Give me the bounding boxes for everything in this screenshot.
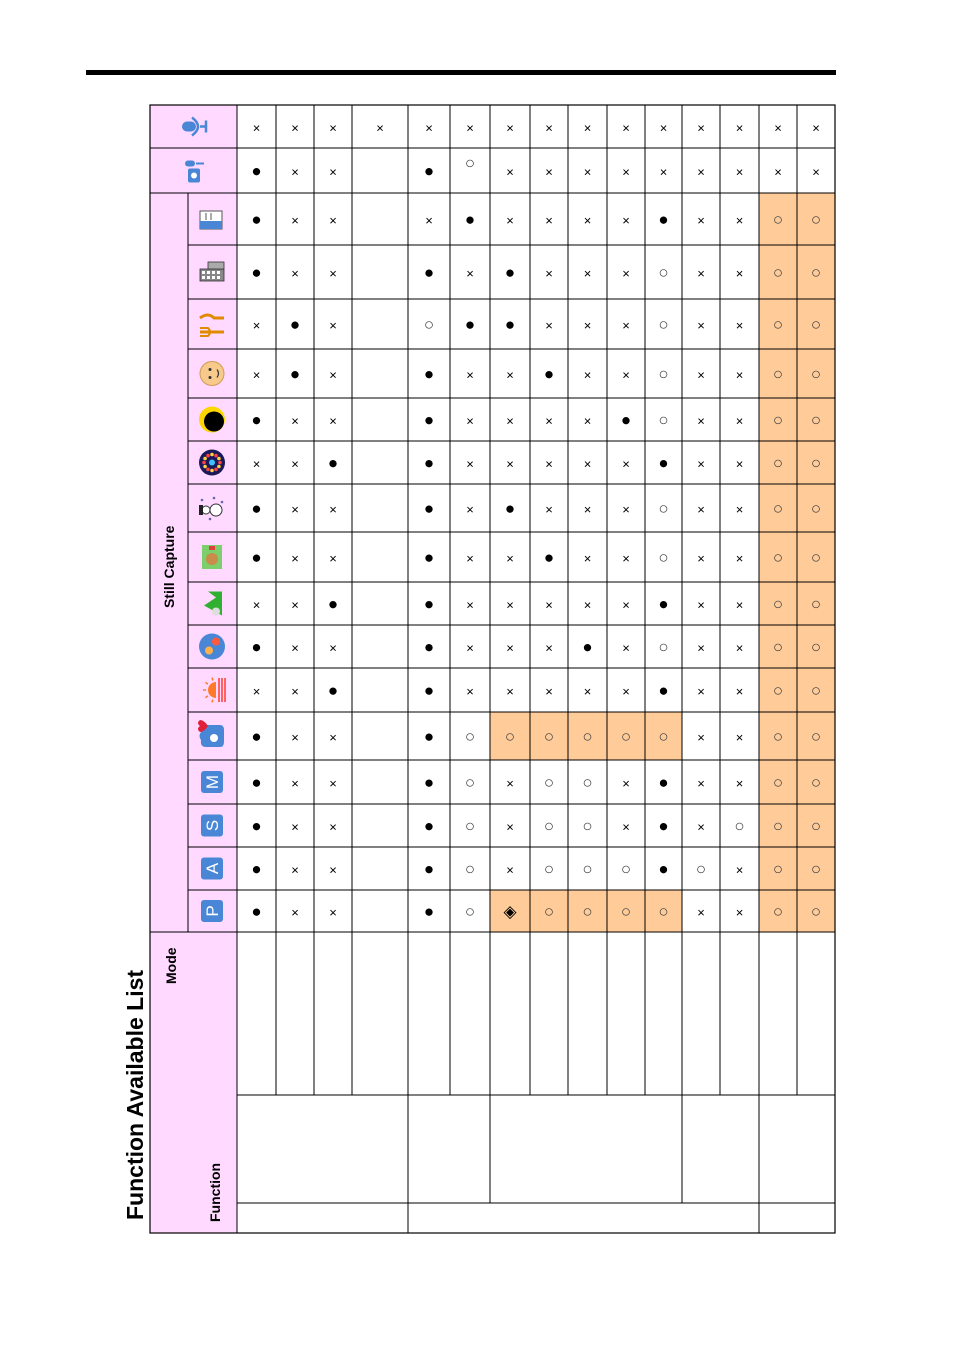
cell-circle-symbol: ○ xyxy=(658,263,669,282)
cell-x-symbol: × xyxy=(291,730,299,745)
cell-dot-symbol: ● xyxy=(327,453,339,473)
document-text-scene-icon xyxy=(200,211,222,229)
cell-x-symbol: × xyxy=(735,730,744,745)
cell-circle-symbol: ○ xyxy=(810,859,822,879)
cell-x-symbol: × xyxy=(506,456,514,472)
cell-dot-symbol: ● xyxy=(658,859,669,879)
mode-letter: S xyxy=(203,819,222,832)
cell-circle-symbol: ○ xyxy=(734,816,745,836)
cell-circle-symbol: ○ xyxy=(772,263,784,282)
cell-circle-symbol: ○ xyxy=(810,499,822,518)
cell-circle-symbol: ○ xyxy=(464,816,476,836)
cell-dot-symbol: ● xyxy=(543,364,555,384)
cell-x-symbol: × xyxy=(506,819,514,835)
cell-circle-symbol: ○ xyxy=(810,364,822,384)
cell-x-symbol: × xyxy=(583,213,592,228)
cell-x-symbol: × xyxy=(506,597,514,613)
cell-x-symbol: × xyxy=(659,164,668,180)
s-mode-icon xyxy=(201,815,223,837)
cell-dot-symbol: ● xyxy=(658,816,669,836)
cell-x-symbol: × xyxy=(697,819,705,835)
cell-x-symbol: × xyxy=(329,640,337,656)
cell-x-symbol: × xyxy=(466,120,474,136)
cell-diamond-symbol: ◈ xyxy=(503,902,517,921)
cell-x-symbol: × xyxy=(697,905,705,920)
cell-x-symbol: × xyxy=(583,684,592,699)
cell-x-symbol: × xyxy=(545,413,553,429)
cell-x-symbol: × xyxy=(466,413,474,429)
cell-dot-symbol: ● xyxy=(423,410,435,430)
cell-x-symbol: × xyxy=(291,905,299,920)
cell-x-symbol: × xyxy=(583,551,592,566)
cell-x-symbol: × xyxy=(697,367,705,383)
cell-circle-symbol: ○ xyxy=(543,902,555,921)
cell-x-symbol: × xyxy=(622,551,630,566)
cell-circle-symbol: ○ xyxy=(810,315,822,334)
cell-x-symbol: × xyxy=(583,456,592,472)
header-column-bg xyxy=(150,105,237,932)
cell-circle-symbol: ○ xyxy=(772,816,784,836)
cell-dot-symbol: ● xyxy=(251,548,262,567)
cell-dot-symbol: ● xyxy=(504,499,516,518)
cell-circle-symbol: ○ xyxy=(810,681,822,700)
cell-x-symbol: × xyxy=(545,684,553,699)
cell-dot-symbol: ● xyxy=(658,681,669,700)
cell-x-symbol: × xyxy=(291,551,299,566)
cell-x-symbol: × xyxy=(735,684,744,699)
cell-x-symbol: × xyxy=(466,640,474,656)
mode-letter: A xyxy=(203,862,222,875)
cell-circle-symbol: ○ xyxy=(810,727,822,746)
cell-dot-symbol: ● xyxy=(423,548,435,567)
cell-x-symbol: × xyxy=(583,164,592,180)
cell-dot-symbol: ● xyxy=(423,902,435,921)
cell-x-symbol: × xyxy=(506,164,514,180)
cell-x-symbol: × xyxy=(735,502,744,517)
cell-x-symbol: × xyxy=(545,213,553,228)
cell-x-symbol: × xyxy=(697,597,705,613)
cell-dot-symbol: ● xyxy=(251,210,262,229)
cell-x-symbol: × xyxy=(506,413,514,429)
cell-x-symbol: × xyxy=(545,120,553,136)
cell-dot-symbol: ● xyxy=(423,859,435,879)
cell-circle-symbol: ○ xyxy=(772,210,784,229)
cell-x-symbol: × xyxy=(252,684,261,699)
cell-x-symbol: × xyxy=(506,213,514,228)
cell-x-symbol: × xyxy=(622,456,630,472)
cell-x-symbol: × xyxy=(466,367,474,383)
cell-x-symbol: × xyxy=(329,730,337,745)
cell-circle-symbol: ○ xyxy=(658,410,669,430)
cell-x-symbol: × xyxy=(506,684,514,699)
cell-x-symbol: × xyxy=(291,164,299,180)
cell-x-symbol: × xyxy=(735,120,744,136)
cell-x-symbol: × xyxy=(697,456,705,472)
cell-circle-symbol: ○ xyxy=(658,637,669,657)
cell-circle-symbol: ○ xyxy=(810,548,822,567)
cell-x-symbol: × xyxy=(291,213,299,228)
cell-x-symbol: × xyxy=(735,597,744,613)
cell-x-symbol: × xyxy=(466,266,474,281)
cell-x-symbol: × xyxy=(583,597,592,613)
cell-x-symbol: × xyxy=(735,164,744,180)
cell-circle-symbol: ○ xyxy=(658,902,669,921)
cell-x-symbol: × xyxy=(622,819,630,835)
cell-dot-symbol: ● xyxy=(423,499,435,518)
cell-circle-symbol: ○ xyxy=(810,594,822,614)
cell-x-symbol: × xyxy=(622,640,630,656)
m-mode-icon xyxy=(201,771,223,793)
cell-x-symbol: × xyxy=(291,862,299,878)
cell-x-symbol: × xyxy=(812,164,820,180)
cell-x-symbol: × xyxy=(506,120,514,136)
cell-x-symbol: × xyxy=(329,776,337,791)
cell-x-symbol: × xyxy=(506,640,514,656)
cell-x-symbol: × xyxy=(735,213,744,228)
cell-circle-symbol: ○ xyxy=(464,773,476,792)
cell-x-symbol: × xyxy=(622,776,630,791)
cell-dot-symbol: ● xyxy=(464,210,476,229)
cell-x-symbol: × xyxy=(622,318,630,333)
cell-x-symbol: × xyxy=(545,164,553,180)
cell-circle-symbol: ○ xyxy=(810,263,822,282)
cell-x-symbol: × xyxy=(425,213,433,228)
cell-circle-symbol: ○ xyxy=(772,499,784,518)
cell-x-symbol: × xyxy=(735,862,744,878)
cell-circle-symbol: ○ xyxy=(582,816,593,836)
cell-x-symbol: × xyxy=(506,776,514,791)
cell-x-symbol: × xyxy=(735,776,744,791)
cell-x-symbol: × xyxy=(291,456,299,472)
cell-circle-symbol: ○ xyxy=(582,773,593,792)
cell-dot-symbol: ● xyxy=(423,364,435,384)
cell-x-symbol: × xyxy=(697,213,705,228)
cell-x-symbol: × xyxy=(329,551,337,566)
cell-x-symbol: × xyxy=(622,684,630,699)
cell-x-symbol: × xyxy=(506,551,514,566)
page-title: Function Available List xyxy=(122,969,148,1220)
cell-x-symbol: × xyxy=(697,318,705,333)
cell-dot-symbol: ● xyxy=(423,161,435,181)
cell-circle-symbol: ○ xyxy=(772,410,784,430)
cell-dot-symbol: ● xyxy=(251,410,262,430)
cell-x-symbol: × xyxy=(622,597,630,613)
cell-circle-symbol: ○ xyxy=(504,727,516,746)
cell-circle-symbol: ○ xyxy=(772,637,784,657)
cell-circle-symbol: ○ xyxy=(772,902,784,921)
cell-circle-symbol: ○ xyxy=(658,727,669,746)
cell-x-symbol: × xyxy=(425,120,433,136)
cell-circle-symbol: ○ xyxy=(772,859,784,879)
cell-x-symbol: × xyxy=(329,905,337,920)
cell-x-symbol: × xyxy=(583,502,592,517)
mode-letter: M xyxy=(203,774,222,790)
cell-x-symbol: × xyxy=(622,164,630,180)
cell-x-symbol: × xyxy=(291,413,299,429)
cell-x-symbol: × xyxy=(506,367,514,383)
night-moon-scene-icon xyxy=(199,407,225,433)
cell-x-symbol: × xyxy=(545,640,553,656)
cell-dot-symbol: ● xyxy=(423,594,435,614)
cell-x-symbol: × xyxy=(583,367,592,383)
cell-x-symbol: × xyxy=(583,318,592,333)
cell-x-symbol: × xyxy=(329,413,337,429)
cell-circle-symbol: ○ xyxy=(658,315,669,334)
cell-x-symbol: × xyxy=(252,597,261,613)
cell-x-symbol: × xyxy=(774,120,782,136)
cell-x-symbol: × xyxy=(466,551,474,566)
cell-circle-symbol: ○ xyxy=(543,727,555,746)
cell-dot-symbol: ● xyxy=(423,816,435,836)
baby-scene-icon xyxy=(200,362,224,386)
portrait-scene-icon xyxy=(202,545,222,569)
cell-x-symbol: × xyxy=(697,266,705,281)
cell-circle-symbol: ○ xyxy=(810,902,822,921)
cell-circle-symbol: ○ xyxy=(543,859,555,879)
cell-x-symbol: × xyxy=(735,367,744,383)
cell-circle-symbol: ○ xyxy=(772,364,784,384)
mode-header: Mode xyxy=(163,947,179,984)
cell-dot-symbol: ● xyxy=(251,859,262,879)
cell-x-symbol: × xyxy=(466,502,474,517)
cell-x-symbol: × xyxy=(545,597,553,613)
cell-x-symbol: × xyxy=(291,819,299,835)
cell-circle-symbol: ○ xyxy=(658,499,669,518)
cell-dot-symbol: ● xyxy=(251,727,262,746)
cell-circle-symbol: ○ xyxy=(810,210,822,229)
cell-circle-symbol: ○ xyxy=(464,727,476,746)
cell-dot-symbol: ● xyxy=(504,315,516,334)
cell-circle-symbol: ○ xyxy=(772,594,784,614)
cell-circle-symbol: ○ xyxy=(772,315,784,334)
cell-x-symbol: × xyxy=(622,120,630,136)
cell-x-symbol: × xyxy=(735,905,744,920)
cell-circle-symbol: ○ xyxy=(810,637,822,657)
cell-x-symbol: × xyxy=(329,819,337,835)
cell-x-symbol: × xyxy=(252,318,261,333)
cell-x-symbol: × xyxy=(659,120,668,136)
cell-dot-symbol: ● xyxy=(289,364,301,384)
cell-x-symbol: × xyxy=(291,502,299,517)
cell-x-symbol: × xyxy=(622,367,630,383)
cell-dot-symbol: ● xyxy=(658,453,669,473)
cell-x-symbol: × xyxy=(697,640,705,656)
cell-dot-symbol: ● xyxy=(251,161,262,181)
cell-dot-symbol: ● xyxy=(251,902,262,921)
cell-circle-symbol: ○ xyxy=(543,773,555,792)
cell-x-symbol: × xyxy=(291,640,299,656)
cell-x-symbol: × xyxy=(252,367,261,383)
still-capture-header: Still Capture xyxy=(161,525,177,608)
cell-dot-symbol: ● xyxy=(251,816,262,836)
cell-dot-symbol: ● xyxy=(658,594,669,614)
cell-circle-symbol: ○ xyxy=(620,902,632,921)
cell-x-symbol: × xyxy=(583,413,592,429)
cell-dot-symbol: ● xyxy=(423,453,435,473)
kids-scene-icon xyxy=(199,634,225,660)
cell-circle-symbol: ○ xyxy=(772,773,784,792)
mode-letter: P xyxy=(203,905,222,917)
cell-x-symbol: × xyxy=(545,456,553,472)
cell-x-symbol: × xyxy=(466,684,474,699)
cell-x-symbol: × xyxy=(329,318,337,333)
cell-x-symbol: × xyxy=(545,266,553,281)
cell-dot-symbol: ● xyxy=(423,681,435,700)
fireworks-scene-icon xyxy=(199,450,225,476)
cell-x-symbol: × xyxy=(291,684,299,699)
cell-x-symbol: × xyxy=(291,597,299,613)
cell-dot-symbol: ● xyxy=(658,210,669,229)
cell-x-symbol: × xyxy=(506,862,514,878)
cell-circle-symbol: ○ xyxy=(658,364,669,384)
cell-x-symbol: × xyxy=(735,318,744,333)
cell-x-symbol: × xyxy=(545,318,553,333)
cell-x-symbol: × xyxy=(697,684,705,699)
p-mode-icon xyxy=(201,900,223,922)
cell-circle-symbol: ○ xyxy=(772,681,784,700)
cell-x-symbol: × xyxy=(622,213,630,228)
cell-x-symbol: × xyxy=(466,597,474,613)
cell-circle-symbol: ○ xyxy=(772,727,784,746)
cell-circle-symbol: ○ xyxy=(464,859,476,879)
cell-x-symbol: × xyxy=(697,502,705,517)
cell-x-symbol: × xyxy=(291,266,299,281)
cell-x-symbol: × xyxy=(329,120,337,136)
cell-x-symbol: × xyxy=(697,551,705,566)
a-mode-icon xyxy=(201,858,223,880)
cell-dot-symbol: ● xyxy=(251,773,262,792)
cell-x-symbol: × xyxy=(697,413,705,429)
cell-x-symbol: × xyxy=(291,120,299,136)
cell-x-symbol: × xyxy=(329,502,337,517)
cell-x-symbol: × xyxy=(735,456,744,472)
cell-x-symbol: × xyxy=(622,502,630,517)
cell-dot-symbol: ● xyxy=(251,499,262,518)
cell-circle-symbol: ○ xyxy=(620,727,632,746)
cell-x-symbol: × xyxy=(697,730,705,745)
cell-x-symbol: × xyxy=(774,164,782,180)
cell-x-symbol: × xyxy=(583,120,592,136)
cell-dot-symbol: ● xyxy=(251,637,262,657)
cell-circle-symbol: ○ xyxy=(658,548,669,567)
cell-circle-symbol: ○ xyxy=(423,315,435,334)
cell-dot-symbol: ● xyxy=(582,637,593,657)
cell-x-symbol: × xyxy=(697,776,705,791)
cell-circle-symbol: ○ xyxy=(464,153,476,173)
cell-dot-symbol: ● xyxy=(504,263,516,282)
cell-dot-symbol: ● xyxy=(423,727,435,746)
cell-dot-symbol: ● xyxy=(289,315,301,334)
cell-circle-symbol: ○ xyxy=(695,859,707,879)
cell-x-symbol: × xyxy=(329,164,337,180)
cell-dot-symbol: ● xyxy=(327,594,339,614)
cell-x-symbol: × xyxy=(252,120,261,136)
cell-x-symbol: × xyxy=(697,120,705,136)
cell-x-symbol: × xyxy=(583,266,592,281)
cell-circle-symbol: ○ xyxy=(772,453,784,473)
cell-dot-symbol: ● xyxy=(251,263,262,282)
cell-x-symbol: × xyxy=(697,164,705,180)
cell-x-symbol: × xyxy=(622,266,630,281)
cell-dot-symbol: ● xyxy=(620,410,632,430)
cell-x-symbol: × xyxy=(812,120,820,136)
cell-x-symbol: × xyxy=(735,551,744,566)
cell-circle-symbol: ○ xyxy=(810,816,822,836)
cell-dot-symbol: ● xyxy=(327,681,339,700)
cell-dot-symbol: ● xyxy=(423,263,435,282)
cell-circle-symbol: ○ xyxy=(464,902,476,921)
cell-dot-symbol: ● xyxy=(658,773,669,792)
cell-x-symbol: × xyxy=(329,367,337,383)
cell-x-symbol: × xyxy=(329,266,337,281)
cell-circle-symbol: ○ xyxy=(620,859,632,879)
cell-x-symbol: × xyxy=(735,413,744,429)
cell-circle-symbol: ○ xyxy=(810,773,822,792)
function-header: Function xyxy=(207,1162,223,1222)
cell-dot-symbol: ● xyxy=(423,637,435,657)
cell-circle-symbol: ○ xyxy=(810,453,822,473)
cell-x-symbol: × xyxy=(329,862,337,878)
cell-x-symbol: × xyxy=(735,640,744,656)
cell-x-symbol: × xyxy=(545,502,553,517)
cell-x-symbol: × xyxy=(252,456,261,472)
cell-x-symbol: × xyxy=(329,213,337,228)
cell-circle-symbol: ○ xyxy=(810,410,822,430)
cell-x-symbol: × xyxy=(466,456,474,472)
cell-circle-symbol: ○ xyxy=(582,859,593,879)
cell-x-symbol: × xyxy=(735,266,744,281)
cell-circle-symbol: ○ xyxy=(582,902,593,921)
cell-circle-symbol: ○ xyxy=(772,548,784,567)
cell-dot-symbol: ● xyxy=(543,548,555,567)
cell-circle-symbol: ○ xyxy=(582,727,593,746)
cell-dot-symbol: ● xyxy=(464,315,476,334)
cell-x-symbol: × xyxy=(376,120,384,136)
cell-x-symbol: × xyxy=(291,776,299,791)
cell-dot-symbol: ● xyxy=(423,773,435,792)
cell-circle-symbol: ○ xyxy=(543,816,555,836)
